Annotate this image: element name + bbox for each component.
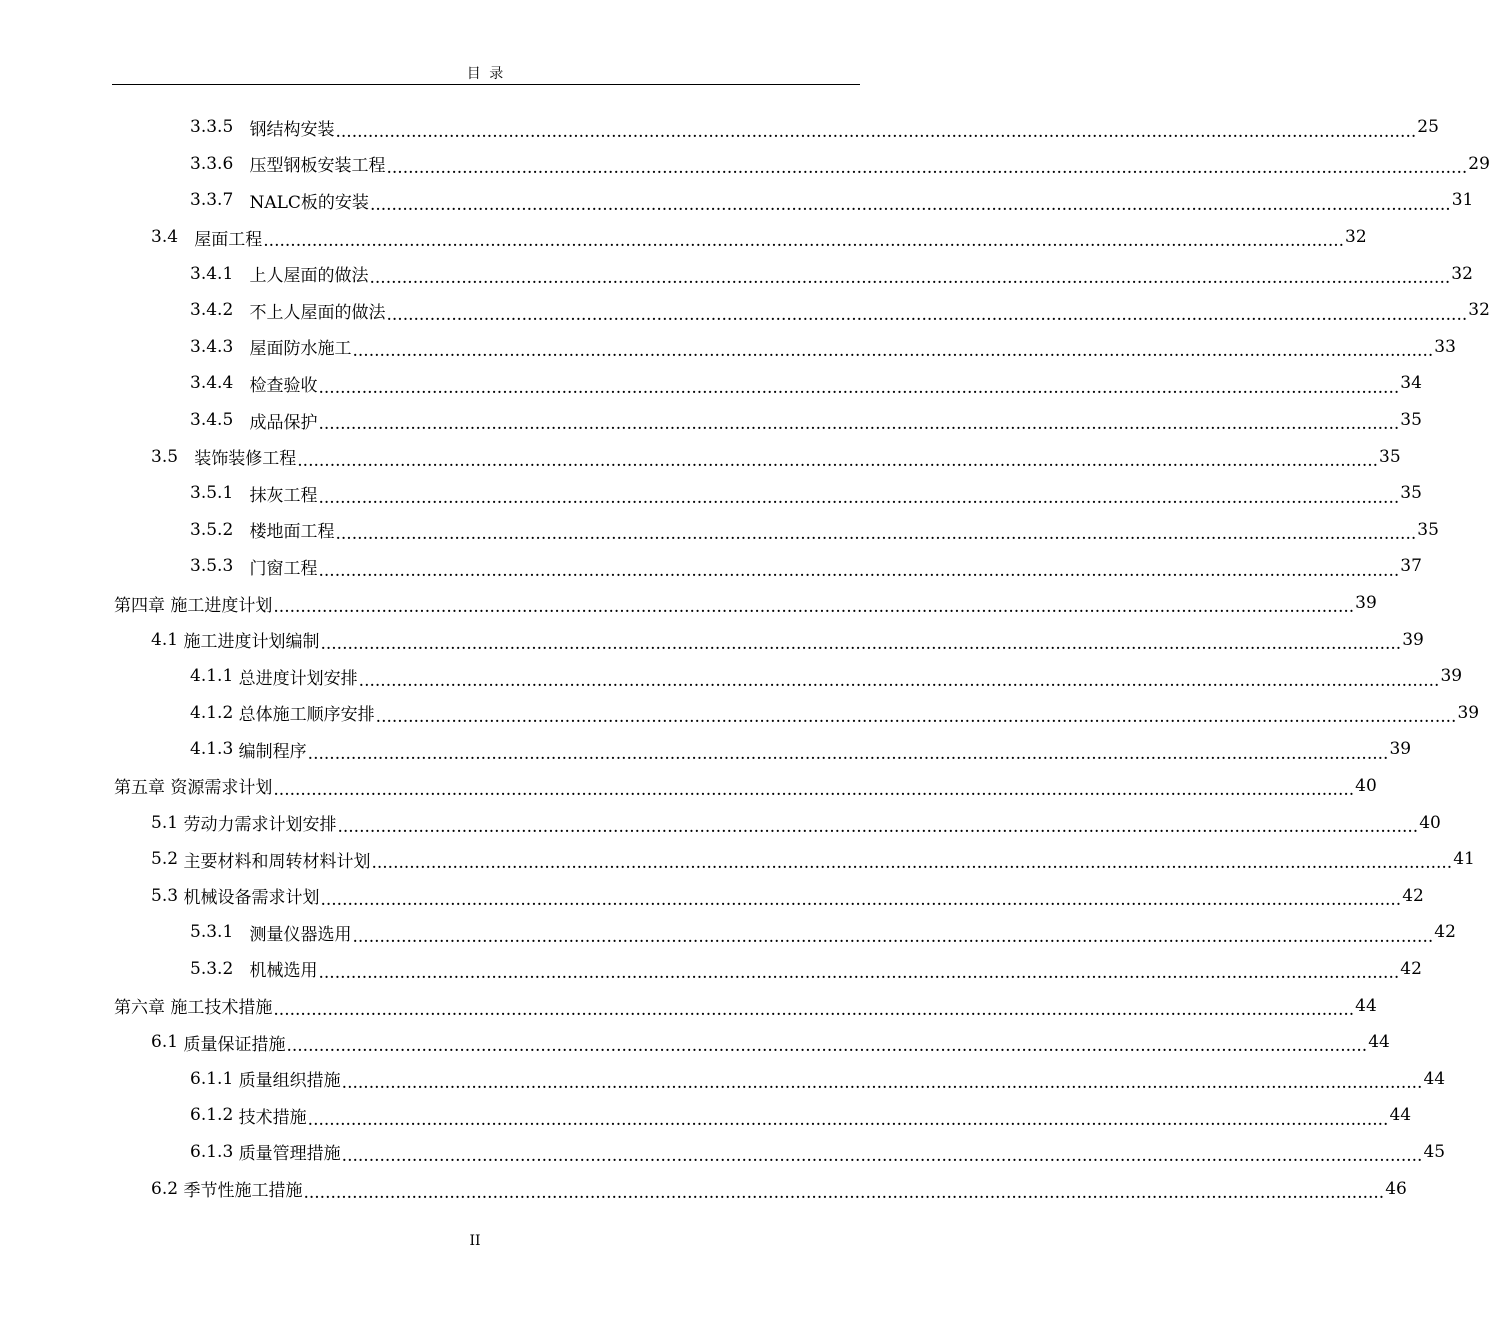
toc-entry-number: 3.3.6: [190, 153, 234, 174]
toc-entry-page-number: 44: [1368, 1032, 1390, 1053]
toc-entry-title: 抹灰工程: [249, 485, 318, 506]
toc-entry[interactable]: [0, 1024, 1390, 1061]
toc-dot-leader: ........................................................................................................................................................................................................: [307, 1109, 1389, 1130]
toc-entry-title: 质量保证措施: [183, 1034, 286, 1055]
toc-entry-page-number: 44: [1423, 1068, 1446, 1089]
toc-dot-leader: ........................................................................................................................................................................................................: [335, 524, 1417, 545]
toc-dot-leader: ........................................................................................................................................................................................................: [286, 1036, 1368, 1057]
toc-entry-title: 门窗工程: [249, 558, 318, 579]
toc-entry-title: 成品保护: [249, 412, 318, 433]
toc-entry[interactable]: [0, 987, 1377, 1024]
toc-entry[interactable]: [0, 219, 1367, 256]
toc-entry[interactable]: [0, 475, 1422, 512]
toc-entry[interactable]: [0, 329, 1456, 366]
toc-entry-title: 质量管理措施: [238, 1144, 341, 1165]
toc-entry[interactable]: [0, 182, 1474, 219]
toc-entry-page-number: 32: [1468, 300, 1490, 321]
toc-entry-page-number: 39: [1355, 593, 1377, 614]
toc-entry-title: 技术措施: [238, 1107, 307, 1128]
toc-dot-leader: ........................................................................................................................................................................................................: [263, 231, 1345, 252]
toc-entry-page-number: 32: [1345, 227, 1367, 248]
toc-entry[interactable]: [0, 585, 1377, 622]
toc-dot-leader: ........................................................................................................................................................................................................: [318, 487, 1400, 508]
toc-entry-number: 3.4: [151, 227, 179, 248]
toc-entry-page-number: 44: [1389, 1105, 1412, 1126]
toc-entry-page-number: 46: [1385, 1178, 1407, 1199]
toc-dot-leader: ........................................................................................................................................................................................................: [273, 999, 1355, 1020]
toc-entry-title: NALC板的安装: [249, 192, 369, 213]
toc-dot-leader: ........................................................................................................................................................................................................: [369, 194, 1451, 215]
toc-entry-title: 劳动力需求计划安排: [183, 815, 337, 836]
toc-entry-title: 施工进度计划: [170, 595, 273, 616]
toc-entry[interactable]: [0, 146, 1490, 183]
toc-entry[interactable]: [0, 292, 1490, 329]
toc-entry-page-number: 40: [1355, 775, 1377, 796]
toc-entry-page-number: 39: [1440, 666, 1463, 687]
toc-entry-spacer: [233, 190, 249, 210]
toc-entry-number: 3.4.1: [190, 263, 234, 284]
toc-entry-page-number: 39: [1402, 629, 1424, 650]
toc-entry[interactable]: [0, 804, 1441, 841]
toc-entry-spacer: [233, 410, 249, 430]
toc-entry[interactable]: [0, 255, 1473, 292]
toc-entry[interactable]: [0, 695, 1480, 732]
toc-entry-page-number: 29: [1468, 153, 1490, 174]
toc-dot-leader: ........................................................................................................................................................................................................: [352, 341, 1434, 362]
toc-entry-number: 3.4.2: [190, 300, 234, 321]
toc-entry-number: 第四章: [114, 595, 165, 616]
toc-entry-title: 机械选用: [249, 961, 318, 982]
toc-entry-number: 4.1: [151, 629, 179, 650]
toc-entry-number: 6.2: [151, 1178, 179, 1199]
toc-entry-page-number: 45: [1423, 1141, 1446, 1162]
toc-entry-number: 4.1.1: [190, 666, 234, 687]
toc-dot-leader: ........................................................................................................................................................................................................: [341, 1073, 1423, 1094]
toc-dot-leader: ........................................................................................................................................................................................................: [318, 414, 1400, 435]
toc-entry[interactable]: [0, 621, 1424, 658]
toc-dot-leader: ........................................................................................................................................................................................................: [273, 597, 1355, 618]
toc-entry[interactable]: [0, 109, 1439, 146]
toc-entry-title: 屋面防水施工: [249, 339, 352, 360]
toc-entry[interactable]: [0, 768, 1377, 805]
toc-entry-title: 测量仪器选用: [249, 924, 352, 945]
toc-entry-number: 5.2: [151, 849, 179, 870]
toc-dot-leader: ........................................................................................................................................................................................................: [273, 780, 1355, 801]
page-number-footer: II: [469, 1233, 481, 1249]
toc-entry-number: 5.3.1: [190, 922, 234, 943]
toc-entry-page-number: 25: [1417, 117, 1439, 138]
toc-dot-leader: ........................................................................................................................................................................................................: [307, 743, 1389, 764]
toc-dot-leader: ........................................................................................................................................................................................................: [386, 304, 1468, 325]
toc-entry-title: 压型钢板安装工程: [249, 156, 386, 177]
toc-dot-leader: ........................................................................................................................................................................................................: [337, 816, 1419, 837]
toc-entry[interactable]: [0, 548, 1422, 585]
toc-dot-leader: ........................................................................................................................................................................................................: [320, 890, 1402, 911]
toc-entry-page-number: 44: [1355, 995, 1377, 1016]
toc-entry-title: 主要材料和周转材料计划: [183, 851, 371, 872]
toc-entry-title: 楼地面工程: [249, 522, 335, 543]
toc-entry[interactable]: [0, 731, 1412, 768]
toc-entry-title: 机械设备需求计划: [183, 888, 320, 909]
toc-dot-leader: ........................................................................................................................................................................................................: [303, 1182, 1385, 1203]
toc-entry-number: 5.3: [151, 885, 179, 906]
toc-entry-title: 质量组织措施: [238, 1071, 341, 1092]
toc-dot-leader: ........................................................................................................................................................................................................: [358, 670, 1440, 691]
page-header-title: 目 录: [466, 66, 506, 82]
toc-entry-number: 3.5.3: [190, 556, 234, 577]
toc-entry-spacer: [233, 483, 249, 503]
toc-entry-title: 总进度计划安排: [238, 668, 358, 689]
toc-entry[interactable]: [0, 402, 1422, 439]
toc-entry-number: 3.5.2: [190, 519, 234, 540]
toc-entry-title: 上人屋面的做法: [249, 266, 369, 287]
toc-entry-number: 3.4.4: [190, 373, 234, 394]
toc-entry-page-number: 39: [1457, 702, 1480, 723]
toc-dot-leader: ........................................................................................................................................................................................................: [352, 926, 1434, 947]
toc-entry-page-number: 41: [1453, 849, 1475, 870]
toc-entry-number: 4.1.2: [190, 702, 234, 723]
toc-entry-title: 资源需求计划: [170, 778, 273, 799]
toc-entry-page-number: 42: [1434, 922, 1456, 943]
toc-entry-number: 6.1.1: [190, 1068, 234, 1089]
toc-entry[interactable]: [0, 438, 1401, 475]
toc-dot-leader: ........................................................................................................................................................................................................: [371, 853, 1453, 874]
toc-entry-page-number: 33: [1434, 336, 1456, 357]
toc-entry-spacer: [233, 959, 249, 979]
toc-entry[interactable]: [0, 365, 1422, 402]
toc-entry[interactable]: [0, 1097, 1412, 1134]
toc-dot-leader: ........................................................................................................................................................................................................: [386, 158, 1468, 179]
toc-entry-number: 6.1.2: [190, 1105, 234, 1126]
toc-entry-spacer: [233, 556, 249, 576]
toc-entry-page-number: 35: [1379, 446, 1401, 467]
toc-dot-leader: ........................................................................................................................................................................................................: [335, 121, 1417, 142]
toc-entry-number: 3.5.1: [190, 483, 234, 504]
toc-entry-spacer: [233, 373, 249, 393]
toc-entry[interactable]: [0, 1134, 1446, 1171]
toc-entry-number: 6.1: [151, 1032, 179, 1053]
toc-entry-number: 4.1.3: [190, 739, 234, 760]
toc-entry-title: 钢结构安装: [249, 119, 335, 140]
toc-entry-page-number: 31: [1451, 190, 1474, 211]
toc-entry-title: 装饰装修工程: [194, 449, 297, 470]
toc-entry[interactable]: [0, 877, 1424, 914]
toc-entry-title: 施工进度计划编制: [183, 632, 320, 653]
toc-entry-title: 编制程序: [238, 741, 307, 762]
toc-entry-number: 第五章: [114, 778, 165, 799]
toc-entry-number: 6.1.3: [190, 1141, 234, 1162]
toc-entry-page-number: 40: [1419, 812, 1441, 833]
toc-dot-leader: ........................................................................................................................................................................................................: [341, 1146, 1423, 1167]
header-rule: [112, 84, 860, 85]
toc-entry-page-number: 37: [1400, 556, 1422, 577]
toc-entry-spacer: [178, 227, 194, 247]
toc-entry[interactable]: [0, 841, 1475, 878]
toc-entry-spacer: [233, 520, 249, 540]
toc-entry-number: 5.1: [151, 812, 179, 833]
toc-entry-page-number: 35: [1400, 483, 1422, 504]
toc-entry-spacer: [178, 447, 194, 467]
toc-entry-number: 3.4.3: [190, 336, 234, 357]
toc-dot-leader: ........................................................................................................................................................................................................: [318, 377, 1400, 398]
toc-entry-title: 季节性施工措施: [183, 1181, 303, 1202]
toc-entry[interactable]: [0, 951, 1422, 988]
toc-dot-leader: ........................................................................................................................................................................................................: [375, 707, 1457, 728]
toc-entry-spacer: [233, 300, 249, 320]
toc-dot-leader: ........................................................................................................................................................................................................: [318, 560, 1400, 581]
toc-entry-number: 3.3.5: [190, 117, 234, 138]
toc-entry-page-number: 39: [1389, 739, 1412, 760]
toc-entry[interactable]: [0, 512, 1439, 549]
toc-entry-number: 3.5: [151, 446, 179, 467]
toc-entry-page-number: 35: [1417, 519, 1439, 540]
toc-entry-spacer: [233, 154, 249, 174]
toc-entry-number: 5.3.2: [190, 958, 234, 979]
toc-entry-spacer: [233, 337, 249, 357]
toc-entry-spacer: [233, 264, 249, 284]
toc-entry-page-number: 42: [1400, 958, 1422, 979]
toc-entry-number: 第六章: [114, 998, 165, 1019]
toc-entry[interactable]: [0, 914, 1456, 951]
toc-dot-leader: ........................................................................................................................................................................................................: [297, 450, 1379, 471]
toc-entry-number: 3.4.5: [190, 410, 234, 431]
toc-dot-leader: ........................................................................................................................................................................................................: [320, 633, 1402, 654]
toc-entry-title: 检查验收: [249, 375, 318, 396]
toc-entry-title: 施工技术措施: [170, 998, 273, 1019]
toc-entry-page-number: 35: [1400, 410, 1422, 431]
toc-entry[interactable]: [0, 658, 1463, 695]
toc-dot-leader: ........................................................................................................................................................................................................: [369, 267, 1451, 288]
table-of-contents: [0, 109, 1490, 1207]
toc-entry[interactable]: [0, 1170, 1407, 1207]
toc-entry-title: 不上人屋面的做法: [249, 302, 386, 323]
toc-entry-number: 3.3.7: [190, 190, 234, 211]
toc-entry-page-number: 42: [1402, 885, 1424, 906]
toc-entry[interactable]: [0, 1060, 1446, 1097]
toc-entry-page-number: 34: [1400, 373, 1422, 394]
toc-entry-spacer: [233, 117, 249, 137]
toc-entry-spacer: [233, 922, 249, 942]
toc-entry-page-number: 32: [1451, 263, 1473, 284]
toc-entry-title: 总体施工顺序安排: [238, 705, 375, 726]
toc-entry-title: 屋面工程: [194, 229, 263, 250]
toc-dot-leader: ........................................................................................................................................................................................................: [318, 963, 1400, 984]
